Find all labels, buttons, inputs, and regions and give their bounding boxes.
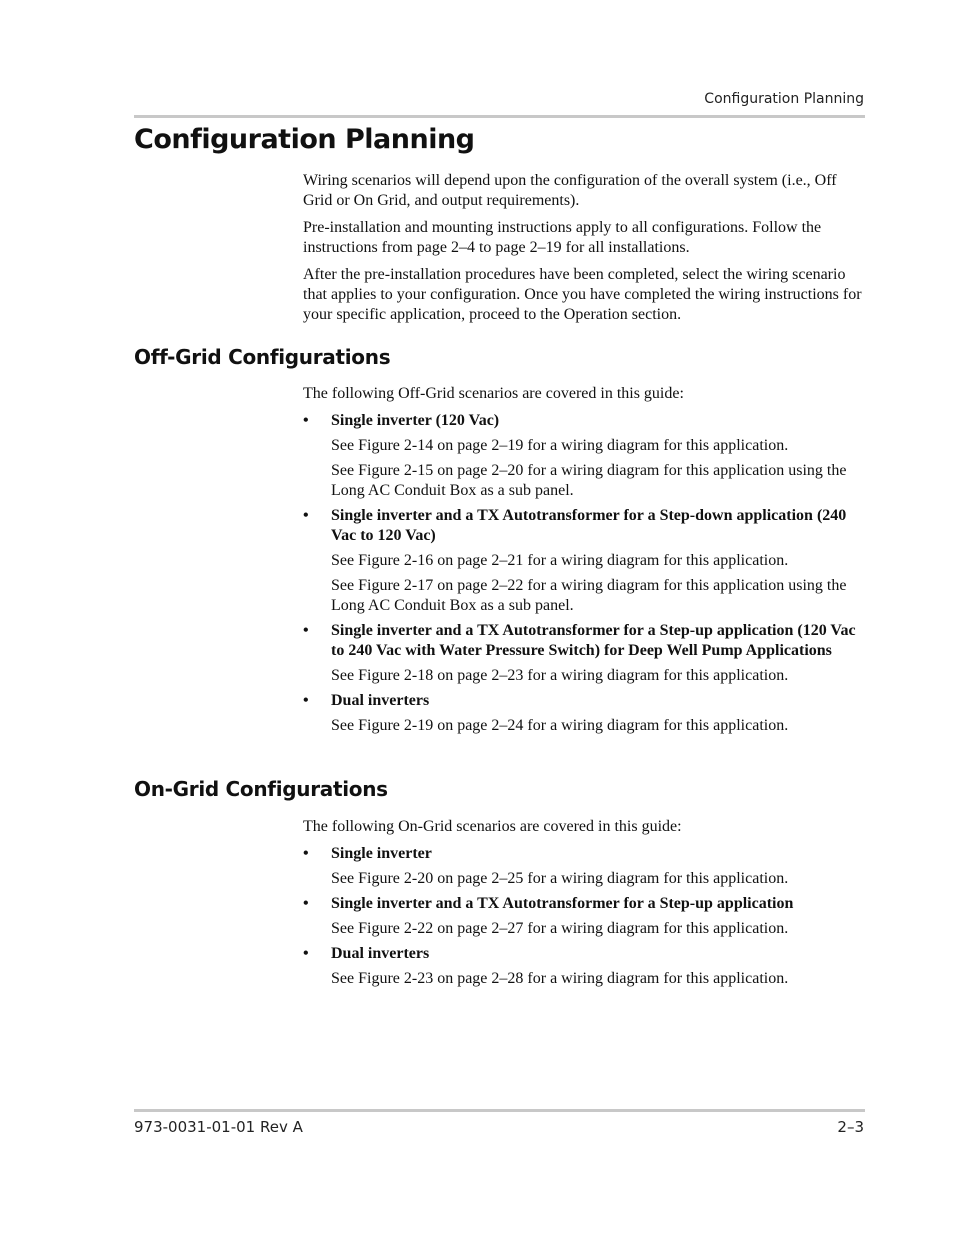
intro-paragraph: Wiring scenarios will depend upon the configuration of the overall system (i.e., Off Grid or On Grid, and output requirements). (303, 172, 837, 209)
intro-section (303, 171, 865, 332)
figure-reference: See Figure 2-17 on page 2–22 for a wiring diagram for this application using the Long AC Conduit Box as a sub panel. (331, 577, 847, 614)
page-title: Configuration Planning (134, 124, 475, 155)
scenario-title: Single inverter (331, 845, 432, 862)
scenario-title: Dual inverters (331, 692, 430, 709)
footer-rule (134, 1109, 865, 1112)
figure-reference: See Figure 2-23 on page 2–28 for a wiring diagram for this application. (331, 970, 789, 987)
scenario-item (303, 844, 865, 889)
scenario-item (303, 944, 865, 989)
scenario-title: Single inverter and a TX Autotransformer for a Step-up application (331, 895, 794, 912)
bullet-icon: • (303, 895, 309, 912)
bullet-icon: • (303, 412, 309, 429)
figure-reference: See Figure 2-22 on page 2–27 for a wiring diagram for this application. (331, 920, 789, 937)
scenario-title: Single inverter (120 Vac) (331, 412, 500, 429)
figure-reference: See Figure 2-14 on page 2–19 for a wiring diagram for this application. (331, 437, 789, 454)
figure-reference: See Figure 2-20 on page 2–25 for a wiring diagram for this application. (331, 870, 789, 887)
scenario-item (303, 411, 865, 501)
figure-reference: See Figure 2-18 on page 2–23 for a wiring diagram for this application. (331, 667, 789, 684)
figure-reference: See Figure 2-19 on page 2–24 for a wiring diagram for this application. (331, 717, 789, 734)
bullet-icon: • (303, 945, 309, 962)
ongrid-scenario-list (303, 844, 865, 989)
figure-reference: See Figure 2-15 on page 2–20 for a wiring diagram for this application using the Long AC Conduit Box as a sub panel. (331, 462, 847, 499)
offgrid-heading: Off-Grid Configurations (134, 345, 391, 369)
bullet-icon: • (303, 845, 309, 862)
intro-paragraph: Pre-installation and mounting instructions apply to all configurations. Follow the instructions from page 2–4 to page 2–19 for all installations. (303, 219, 822, 256)
running-header: Configuration Planning (704, 91, 864, 107)
scenario-item (303, 894, 865, 939)
offgrid-lead: The following Off-Grid scenarios are covered in this guide: (303, 385, 684, 402)
intro-paragraph: After the pre-installation procedures have been completed, select the wiring scenario that applies to your configuration. Once you have completed the wiring instructions for your specific application, proceed to the Operation section. (303, 266, 862, 323)
scenario-item (303, 691, 865, 736)
ongrid-heading: On-Grid Configurations (134, 777, 388, 801)
bullet-icon: • (303, 622, 309, 639)
bullet-icon: • (303, 507, 309, 524)
offgrid-scenario-list (303, 411, 865, 736)
scenario-title: Single inverter and a TX Autotransformer for a Step-down application (240 Vac to 120 Vac) (331, 507, 847, 544)
document-number: 973-0031-01-01 Rev A (134, 1118, 303, 1136)
bullet-icon: • (303, 692, 309, 709)
scenario-item (303, 506, 865, 616)
scenario-item (303, 621, 865, 686)
page-number: 2–3 (837, 1118, 864, 1136)
scenario-title: Dual inverters (331, 945, 430, 962)
figure-reference: See Figure 2-16 on page 2–21 for a wiring diagram for this application. (331, 552, 789, 569)
ongrid-section (303, 817, 865, 994)
ongrid-lead: The following On-Grid scenarios are covered in this guide: (303, 818, 682, 835)
offgrid-section (303, 384, 865, 741)
scenario-title: Single inverter and a TX Autotransformer for a Step-up application (120 Vac to 240 Vac with Water Pressure Switch) for Deep Well Pump Applications (331, 622, 856, 659)
header-rule (134, 115, 865, 118)
